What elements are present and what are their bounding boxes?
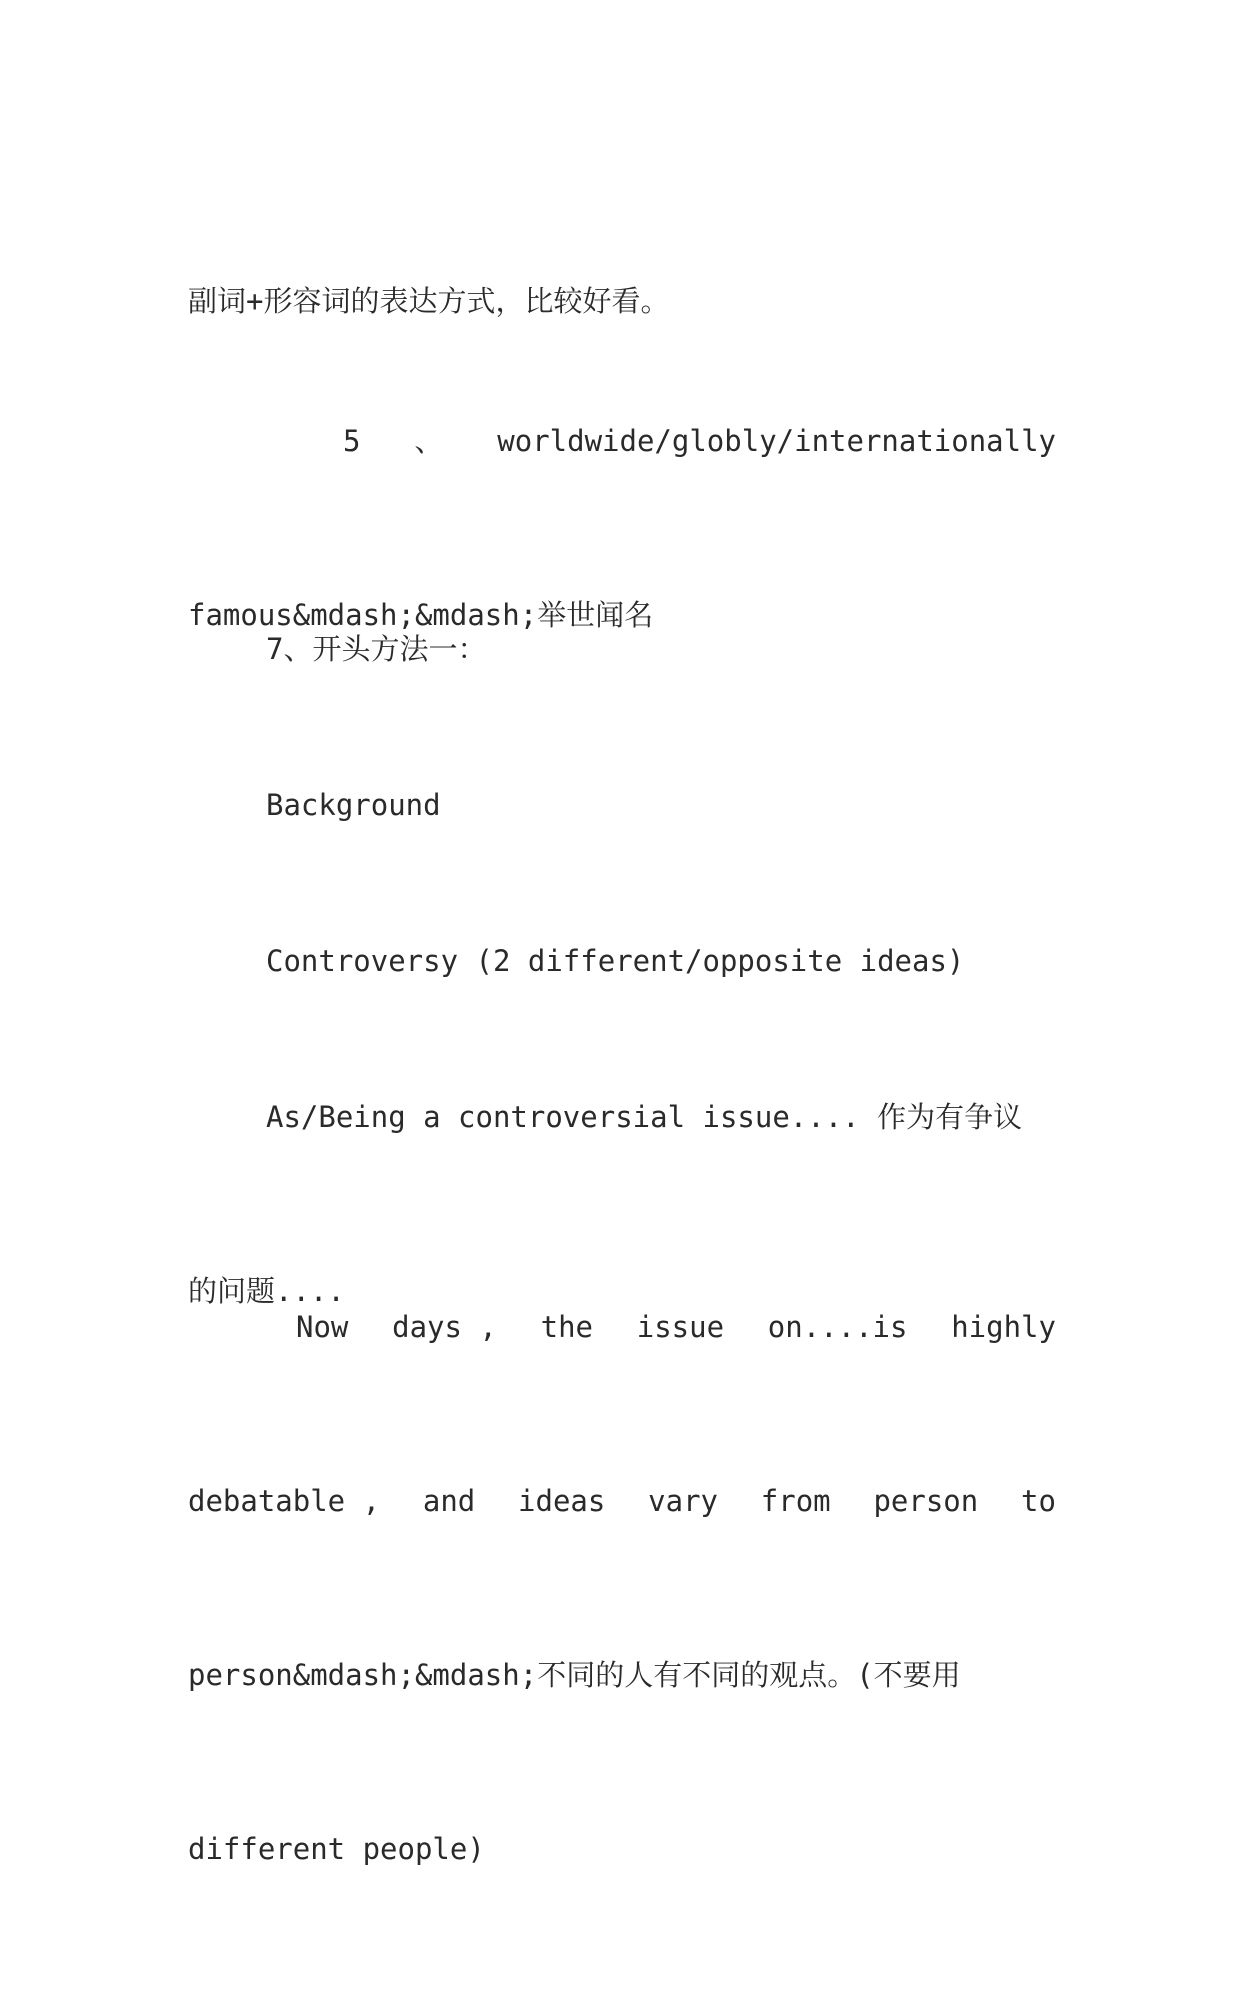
word: days , xyxy=(392,1310,497,1344)
word: highly xyxy=(951,1310,1056,1344)
word: vary xyxy=(648,1484,718,1518)
paragraph-line xyxy=(188,1298,1056,1356)
paragraph-line: As/Being a controversial issue.... 作为有争议 xyxy=(266,1100,1023,1134)
paragraph-text: 副词+形容词的表达方式，比较好看。 xyxy=(188,284,670,318)
label-text: Background xyxy=(266,788,441,822)
word: person xyxy=(873,1484,979,1518)
paragraph-line: different people) xyxy=(188,1832,485,1866)
item-5-second-line: famous&mdash;&mdash;举世闻名 xyxy=(188,598,654,632)
word: on....is xyxy=(767,1310,908,1344)
paragraph-line xyxy=(188,1472,1056,1530)
word: Now xyxy=(296,1310,349,1344)
paragraph-line: 的问题.... xyxy=(188,1274,345,1308)
word: and xyxy=(422,1484,476,1518)
word: to xyxy=(1021,1484,1056,1518)
word: debatable , xyxy=(188,1484,381,1518)
item-terms: worldwide/globly/internationally xyxy=(497,424,1056,458)
item-5-first-line xyxy=(188,412,1056,470)
label-text: Controversy (2 different/opposite ideas) xyxy=(266,944,965,978)
word: issue xyxy=(636,1310,725,1344)
word: from xyxy=(760,1484,831,1518)
word: the xyxy=(540,1310,594,1344)
word: ideas xyxy=(518,1484,606,1518)
paragraph-line: person&mdash;&mdash;不同的人有不同的观点。(不要用 xyxy=(188,1658,961,1692)
item-number: 5 xyxy=(343,424,361,458)
heading-text: 7、开头方法一： xyxy=(266,632,487,666)
item-separator: 、 xyxy=(414,424,444,458)
paragraph-nowadays xyxy=(188,1182,1056,1994)
